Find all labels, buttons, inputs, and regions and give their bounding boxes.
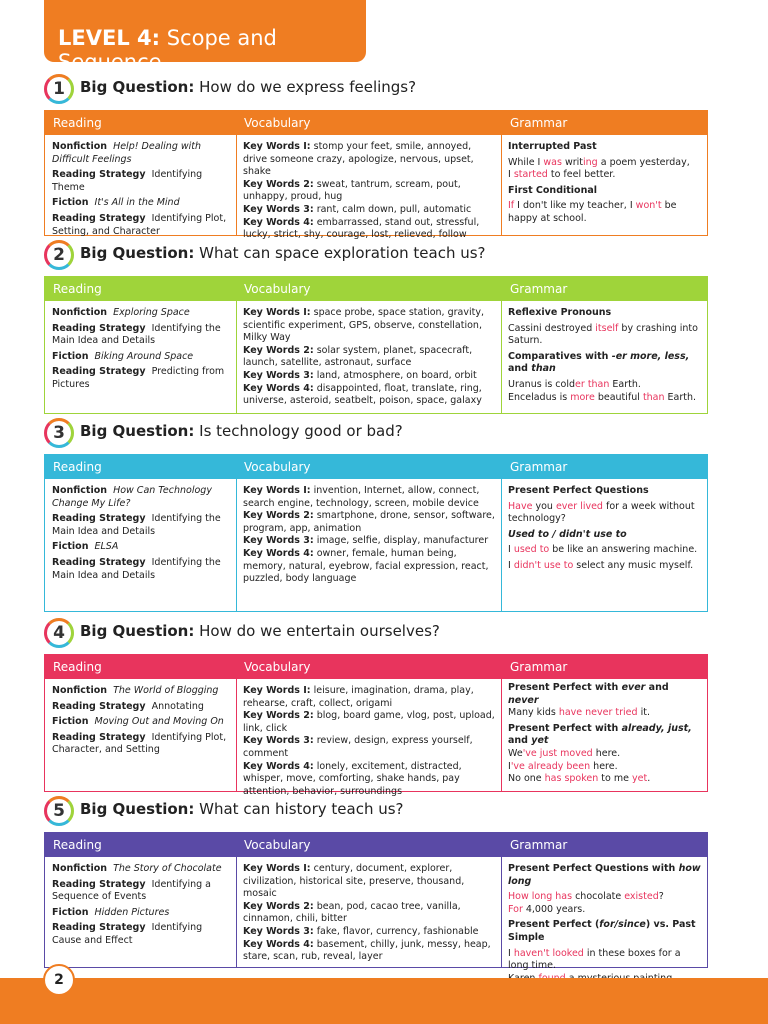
vocabulary-cell — [236, 135, 502, 241]
reading-title: It's All in the Mind — [94, 197, 180, 209]
reading-strategy: Identifying Theme — [52, 169, 203, 193]
key-words-label: Key Words 2: — [243, 710, 314, 722]
big-question-2 — [44, 240, 708, 276]
reading-strategy: Identifying the Main Idea and Details — [52, 513, 221, 537]
key-words-label: Key Words I: — [243, 141, 311, 152]
reading-cell — [45, 301, 236, 413]
reading-label: Fiction — [52, 350, 89, 362]
reading-label: Reading Strategy — [52, 169, 146, 181]
vocabulary-cell — [236, 679, 502, 797]
col-header-grammar: Grammar — [510, 838, 568, 852]
key-words: sweat, tantrum, scream, pout, unhappy, proud, hug — [243, 178, 461, 203]
table-header — [45, 277, 707, 301]
vocabulary-cell — [236, 857, 502, 967]
unit-2 — [44, 240, 708, 414]
col-header-vocabulary: Vocabulary — [244, 282, 311, 296]
key-words: disappointed, float, translate, ring, universe, asteroid, seatbelt, poison, space, galaxy — [243, 382, 482, 407]
scope-table-4 — [44, 654, 708, 797]
grammar-cell — [502, 135, 707, 235]
grammar-example: Cassini destroyed itself by crashing into Saturn. — [508, 322, 698, 347]
grammar-example: No one has spoken to me yet. — [508, 773, 651, 785]
reading-cell — [45, 857, 236, 967]
key-words-label: Key Words 2: — [243, 178, 314, 190]
level-label: LEVEL 4: — [58, 26, 161, 50]
key-words: image, selfie, display, manufacturer — [316, 535, 489, 547]
key-words-label: Key Words 4: — [243, 382, 314, 394]
reading-label: Reading Strategy — [52, 700, 146, 712]
table-header — [45, 455, 707, 479]
grammar-example: While I was writing a poem yesterday, — [508, 156, 690, 168]
table-row — [45, 301, 707, 413]
unit-number-badge: 1 — [44, 74, 74, 104]
grammar-example: If I don't like my teacher, I won't be happy at school. — [508, 200, 677, 224]
big-question-4 — [44, 618, 708, 654]
big-question-label: Big Question: — [80, 422, 195, 440]
reading-title: ELSA — [94, 541, 119, 553]
key-words-label: Key Words 3: — [243, 203, 314, 215]
scope-table-2 — [44, 276, 708, 414]
key-words-label: Key Words I: — [243, 863, 311, 874]
reading-title: Help! Dealing with Difficult Feelings — [52, 141, 202, 165]
reading-cell — [45, 479, 236, 611]
key-words-label: Key Words 4: — [243, 547, 314, 559]
reading-label: Fiction — [52, 716, 89, 728]
reading-label: Fiction — [52, 906, 89, 918]
reading-cell — [45, 679, 236, 791]
grammar-title: Present Perfect with already, just, and yet — [508, 722, 692, 747]
key-words: invention, Internet, allow, connect, search engine, technology, screen, mobile device — [243, 485, 480, 509]
col-header-grammar: Grammar — [510, 282, 568, 296]
unit-5 — [44, 796, 708, 972]
grammar-title: Present Perfect with ever and never — [508, 682, 669, 706]
vocabulary-cell — [236, 301, 502, 413]
key-words: space probe, space station, gravity, scientific experiment, GPS, observe, constellation, Milky Way — [243, 307, 484, 344]
key-words: rant, calm down, pull, automatic — [316, 203, 472, 215]
reading-label: Nonfiction — [52, 307, 108, 318]
page-number: 2 — [43, 964, 75, 996]
grammar-title: Used to / didn't use to — [508, 528, 627, 540]
grammar-title: Reflexive Pronouns — [508, 307, 612, 318]
col-header-reading: Reading — [53, 460, 102, 474]
vocabulary-cell — [236, 479, 502, 611]
table-header — [45, 111, 707, 135]
grammar-example: Uranus is colder than Earth. — [508, 378, 641, 390]
unit-number-badge: 4 — [44, 618, 74, 648]
key-words: blog, board game, vlog, post, upload, link, click — [243, 710, 495, 734]
key-words-label: Key Words 3: — [243, 369, 314, 381]
reading-strategy: Identifying the Main Idea and Details — [52, 322, 221, 347]
key-words: basement, chilly, junk, messy, heap, stare, scan, rub, reveal, layer — [243, 938, 491, 963]
reading-strategy: Identifying the Main Idea and Details — [52, 556, 221, 581]
grammar-cell — [502, 479, 707, 611]
reading-strategy: Annotating — [151, 700, 204, 712]
table-row — [45, 857, 707, 972]
grammar-cell — [502, 679, 707, 791]
reading-cell — [45, 135, 236, 235]
big-question-label: Big Question: — [80, 800, 195, 818]
grammar-example: I didn't use to select any music myself. — [508, 559, 694, 571]
key-words-label: Key Words I: — [243, 485, 311, 496]
col-header-vocabulary: Vocabulary — [244, 460, 311, 474]
grammar-example: Have you ever lived for a week without technology? — [508, 500, 695, 525]
key-words-label: Key Words 4: — [243, 760, 314, 772]
grammar-example: For 4,000 years. — [508, 903, 586, 915]
key-words-label: Key Words I: — [243, 307, 311, 318]
reading-label: Nonfiction — [52, 485, 108, 496]
table-row — [45, 479, 707, 611]
scope-table-5 — [44, 832, 708, 972]
key-words-label: Key Words 3: — [243, 535, 314, 547]
big-question-label: Big Question: — [80, 244, 195, 262]
grammar-cell — [502, 857, 707, 972]
big-question-text: What can history teach us? — [199, 800, 404, 818]
reading-title: How Can Technology Change My Life? — [52, 485, 212, 509]
scope-table-3 — [44, 454, 708, 612]
table-row — [45, 679, 707, 797]
key-words-label: Key Words I: — [243, 685, 311, 696]
reading-label: Reading Strategy — [52, 366, 146, 378]
grammar-example: Many kids have never tried it. — [508, 707, 650, 719]
key-words-label: Key Words 3: — [243, 735, 314, 747]
reading-title: Moving Out and Moving On — [94, 716, 224, 728]
reading-label: Nonfiction — [52, 685, 108, 696]
reading-label: Reading Strategy — [52, 922, 146, 934]
unit-number-badge: 3 — [44, 418, 74, 448]
reading-title: Exploring Space — [113, 307, 190, 318]
key-words-label: Key Words 4: — [243, 216, 314, 228]
grammar-example: We've just moved here. — [508, 747, 621, 759]
grammar-example: How long has chocolate existed? — [508, 891, 664, 903]
reading-strategy: Identifying Plot, Character, and Setting — [52, 731, 227, 756]
col-header-grammar: Grammar — [510, 460, 568, 474]
key-words-label: Key Words 4: — [243, 938, 314, 950]
key-words-label: Key Words 3: — [243, 925, 314, 937]
grammar-example: I've already been here. — [508, 760, 618, 772]
key-words: leisure, imagination, drama, play, rehearse, craft, collect, origami — [243, 685, 474, 709]
grammar-title: Present Perfect (for/since) vs. Past Simple — [508, 919, 696, 943]
key-words: embarrassed, stand out, stressful, lucky, strict, shy, courage, lost, relieved, follow — [243, 216, 480, 241]
key-words: smartphone, drone, sensor, software, program, app, animation — [243, 510, 495, 534]
key-words-label: Key Words 2: — [243, 344, 314, 356]
col-header-reading: Reading — [53, 116, 102, 130]
unit-1 — [44, 74, 708, 241]
col-header-reading: Reading — [53, 838, 102, 852]
key-words: owner, female, human being, memory, natural, eyebrow, facial expression, react, puzzled, body language — [243, 547, 489, 585]
reading-label: Reading Strategy — [52, 556, 146, 568]
key-words: review, design, express yourself, comment — [243, 735, 473, 759]
grammar-title: Comparatives with -er more, less, and than — [508, 350, 690, 375]
col-header-vocabulary: Vocabulary — [244, 116, 311, 130]
big-question-label: Big Question: — [80, 622, 195, 640]
unit-3 — [44, 418, 708, 612]
reading-label: Reading Strategy — [52, 731, 146, 743]
table-header — [45, 833, 707, 857]
level-title: Scope and Sequence — [58, 26, 277, 74]
col-header-reading: Reading — [53, 282, 102, 296]
unit-4 — [44, 618, 708, 797]
key-words: stomp your feet, smile, annoyed, drive someone crazy, apologize, nervous, upset, shake — [243, 141, 474, 178]
key-words-label: Key Words 2: — [243, 510, 314, 522]
reading-label: Reading Strategy — [52, 212, 146, 224]
big-question-label: Big Question: — [80, 78, 195, 96]
grammar-example: I started to feel better. — [508, 169, 616, 181]
grammar-title: First Conditional — [508, 184, 598, 196]
key-words: land, atmosphere, on board, orbit — [316, 369, 477, 381]
grammar-title: Present Perfect Questions with how long — [508, 863, 701, 887]
big-question-text: Is technology good or bad? — [199, 422, 403, 440]
level-title-tab — [44, 0, 366, 74]
footer-bar — [0, 978, 768, 1024]
grammar-example: I used to be like an answering machine. — [508, 544, 698, 556]
reading-title: Hidden Pictures — [94, 906, 170, 918]
reading-title: The World of Blogging — [113, 685, 219, 696]
unit-number-badge: 2 — [44, 240, 74, 270]
reading-title: Biking Around Space — [94, 350, 194, 362]
reading-label: Reading Strategy — [52, 513, 146, 525]
scope-table-1 — [44, 110, 708, 241]
grammar-title: Present Perfect Questions — [508, 485, 649, 496]
reading-strategy: Predicting from Pictures — [52, 366, 225, 390]
key-words: bean, pod, cacao tree, vanilla, cinnamon, chili, bitter — [243, 900, 461, 925]
reading-strategy: Identifying Plot, Setting, and Character — [52, 212, 227, 237]
big-question-3 — [44, 418, 708, 454]
grammar-example: I haven't looked in these boxes for a long time. — [508, 947, 681, 972]
key-words: solar system, planet, spacecraft, launch, satellite, astronaut, surface — [243, 344, 473, 369]
big-question-1 — [44, 74, 708, 110]
big-question-text: How do we express feelings? — [199, 78, 417, 96]
reading-label: Fiction — [52, 541, 89, 553]
grammar-example: Enceladus is more beautiful than Earth. — [508, 391, 697, 403]
key-words: lonely, excitement, distracted, whisper, move, comforting, shake hands, pay attention, behavior, surroundings — [243, 760, 462, 797]
key-words-label: Key Words 2: — [243, 900, 314, 912]
table-header — [45, 655, 707, 679]
reading-label: Reading Strategy — [52, 322, 146, 334]
reading-label: Nonfiction — [52, 141, 108, 152]
grammar-cell — [502, 301, 707, 413]
col-header-vocabulary: Vocabulary — [244, 660, 311, 674]
col-header-vocabulary: Vocabulary — [244, 838, 311, 852]
big-question-5 — [44, 796, 708, 832]
grammar-title: Interrupted Past — [508, 141, 597, 152]
reading-label: Fiction — [52, 197, 89, 209]
big-question-text: How do we entertain ourselves? — [199, 622, 440, 640]
col-header-grammar: Grammar — [510, 116, 568, 130]
reading-strategy: Identifying a Sequence of Events — [52, 878, 212, 903]
reading-label: Nonfiction — [52, 863, 108, 874]
reading-strategy: Identifying Cause and Effect — [52, 922, 203, 946]
key-words: century, document, explorer, civilization, historical site, preserve, thousand, mosaic — [243, 863, 465, 900]
col-header-reading: Reading — [53, 660, 102, 674]
table-row — [45, 135, 707, 241]
reading-label: Reading Strategy — [52, 878, 146, 890]
reading-title: The Story of Chocolate — [113, 863, 222, 874]
unit-number-badge: 5 — [44, 796, 74, 826]
col-header-grammar: Grammar — [510, 660, 568, 674]
key-words: fake, flavor, currency, fashionable — [316, 925, 479, 937]
big-question-text: What can space exploration teach us? — [199, 244, 486, 262]
